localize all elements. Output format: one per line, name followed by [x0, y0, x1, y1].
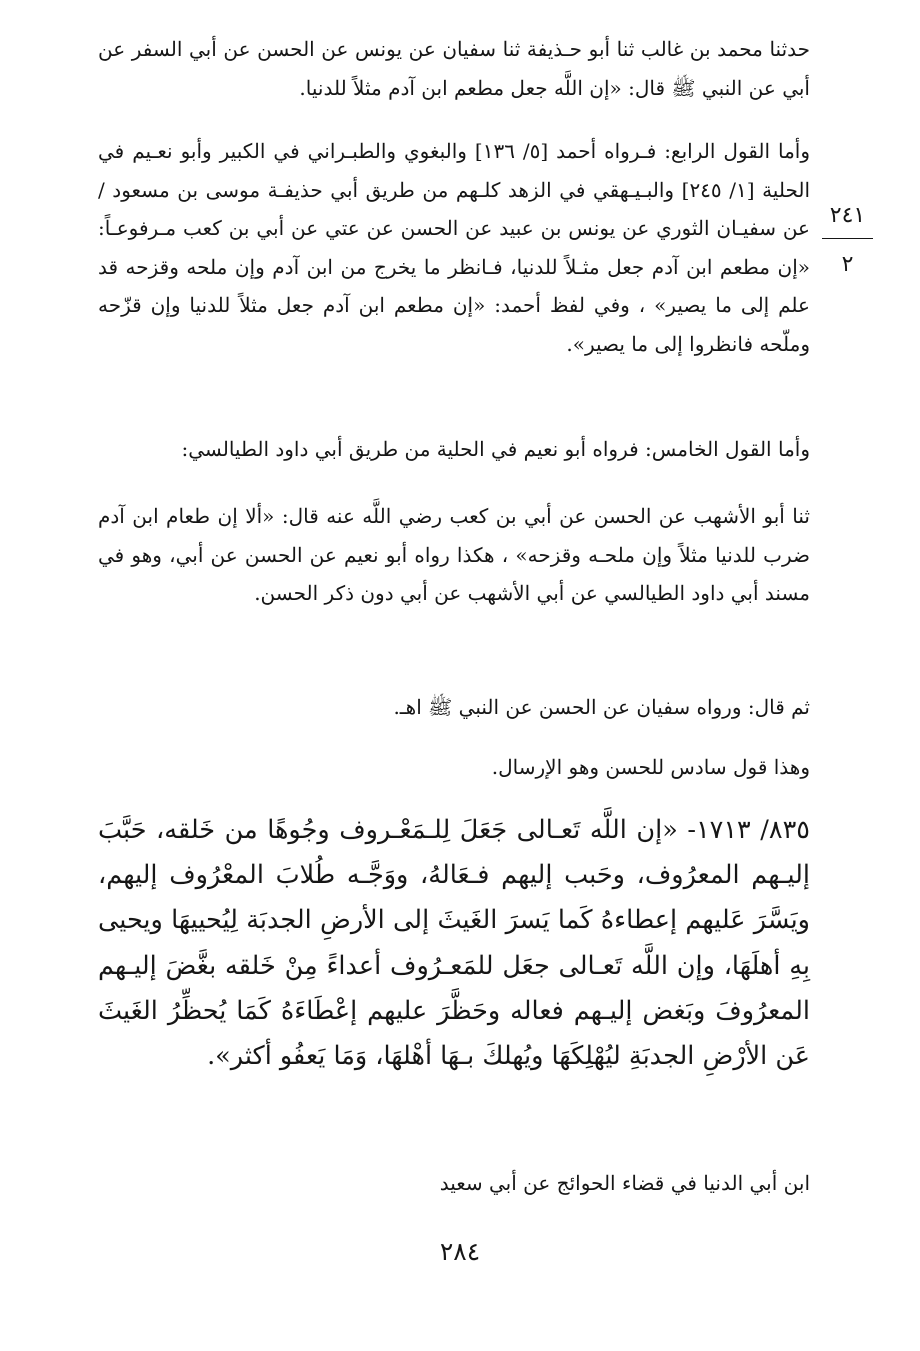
paragraph-fourth-opinion: وأما القول الرابع: فـرواه أحمد [٥/ ١٣٦] والبغوي والطبـراني في الكبير وأبو نعـيم في الحلية [١/ ٢٤٥] والبـيـهقي في الزهد كلـهم من طريق أبي حذيفـة موسى بن مسعود / عن سفيـان الثوري عن يونس بن عبيد عن الحسن عن عتي عن أبي بن كعب مـرفوعـاً: «إن مطعم ابن آدم جعل مثـلاً للدنيا، فـانظر ما يخرج من ابن آدم وإن ملحه وقزحه قد علم إلى ما يصير» ، وفي لفظ أحمد: «إن مطعم ابن آدم جعل مثلاً للدنيا وإن قزّحه وملّحه فانظروا إلى ما يصير». [98, 139, 811, 356]
margin-divider-line [822, 238, 873, 239]
margin-reference-number-top: ٢٤١ [829, 203, 866, 228]
margin-reference-number-bottom: ٢ [841, 252, 854, 277]
paragraph-sixth-opinion: وهذا قول سادس للحسن وهو الإرسال. [491, 755, 810, 779]
hadith-text: ٨٣٥/ ١٧١٣- «إن اللَّه تَعـالى جَعَلَ لِلـمَعْـروف وجُوهًا من خَلقه، حَبَّبَ إليـهم المعرُوف، وحَبب إليهم فـعَالهُ، ووَجَّـه طُلابَ المعْرُوف إليهم، ويَسَّرَ عَليهم إعطاءهُ كَما يَسرَ الغَيثَ إلى الأرضِ الجدبَة لِيُحييهَا ويحيى بِهِ أهلَهَا، وإن اللَّه تَعـالى جعَل للمَعـرُوف أعداءً مِنْ خَلقه بغَّضَ إليـهم المعرُوفَ وبَغض إليـهم فعاله وحَظَّرَ عليهم إعْطَاءَهُ كَمَا يُحظِّرُ الغَيثَ عَن الأرْضِ الجدبَةِ ليُهْلِكَهَا ويُهلكَ بـهَا أهْلهَا، وَمَا يَعفُو أكثر». [98, 815, 810, 1072]
paragraph-sufyan-narration: ثم قال: ورواه سفيان عن الحسن عن النبي ﷺ اهـ. [393, 695, 810, 719]
paragraph-abu-al-ashhab-narration: ثنا أبو الأشهب عن الحسن عن أبي بن كعب رضي اللَّه عنه قال: «ألا إن طعام ابن آدم ضرب للدنيا مثلاً وإن ملحـه وقزحه» ، هكذا رواه أبو نعيم عن الحسن عن أبي، وهو في مسند أبي داود الطيالسي عن أبي الأشهب عن أبي دون ذكر الحسن. [98, 504, 810, 605]
page-number: ٢٨٤ [439, 1237, 481, 1266]
hadith-source-note: ابن أبي الدنيا في قضاء الحوائج عن أبي سعيد [439, 1171, 810, 1195]
paragraph-fifth-opinion: وأما القول الخامس: فرواه أبو نعيم في الحلية من طريق أبي داود الطيالسي: [181, 437, 810, 461]
paragraph-chain-of-narration: حدثنا محمد بن غالب ثنا أبو حـذيفة ثنا سفيان عن يونس عن الحسن عن أبي السفر عن أبي عن النبي ﷺ قال: «إن اللَّه جعل مطعم ابن آدم مثلاً للدنيا. [98, 37, 810, 100]
